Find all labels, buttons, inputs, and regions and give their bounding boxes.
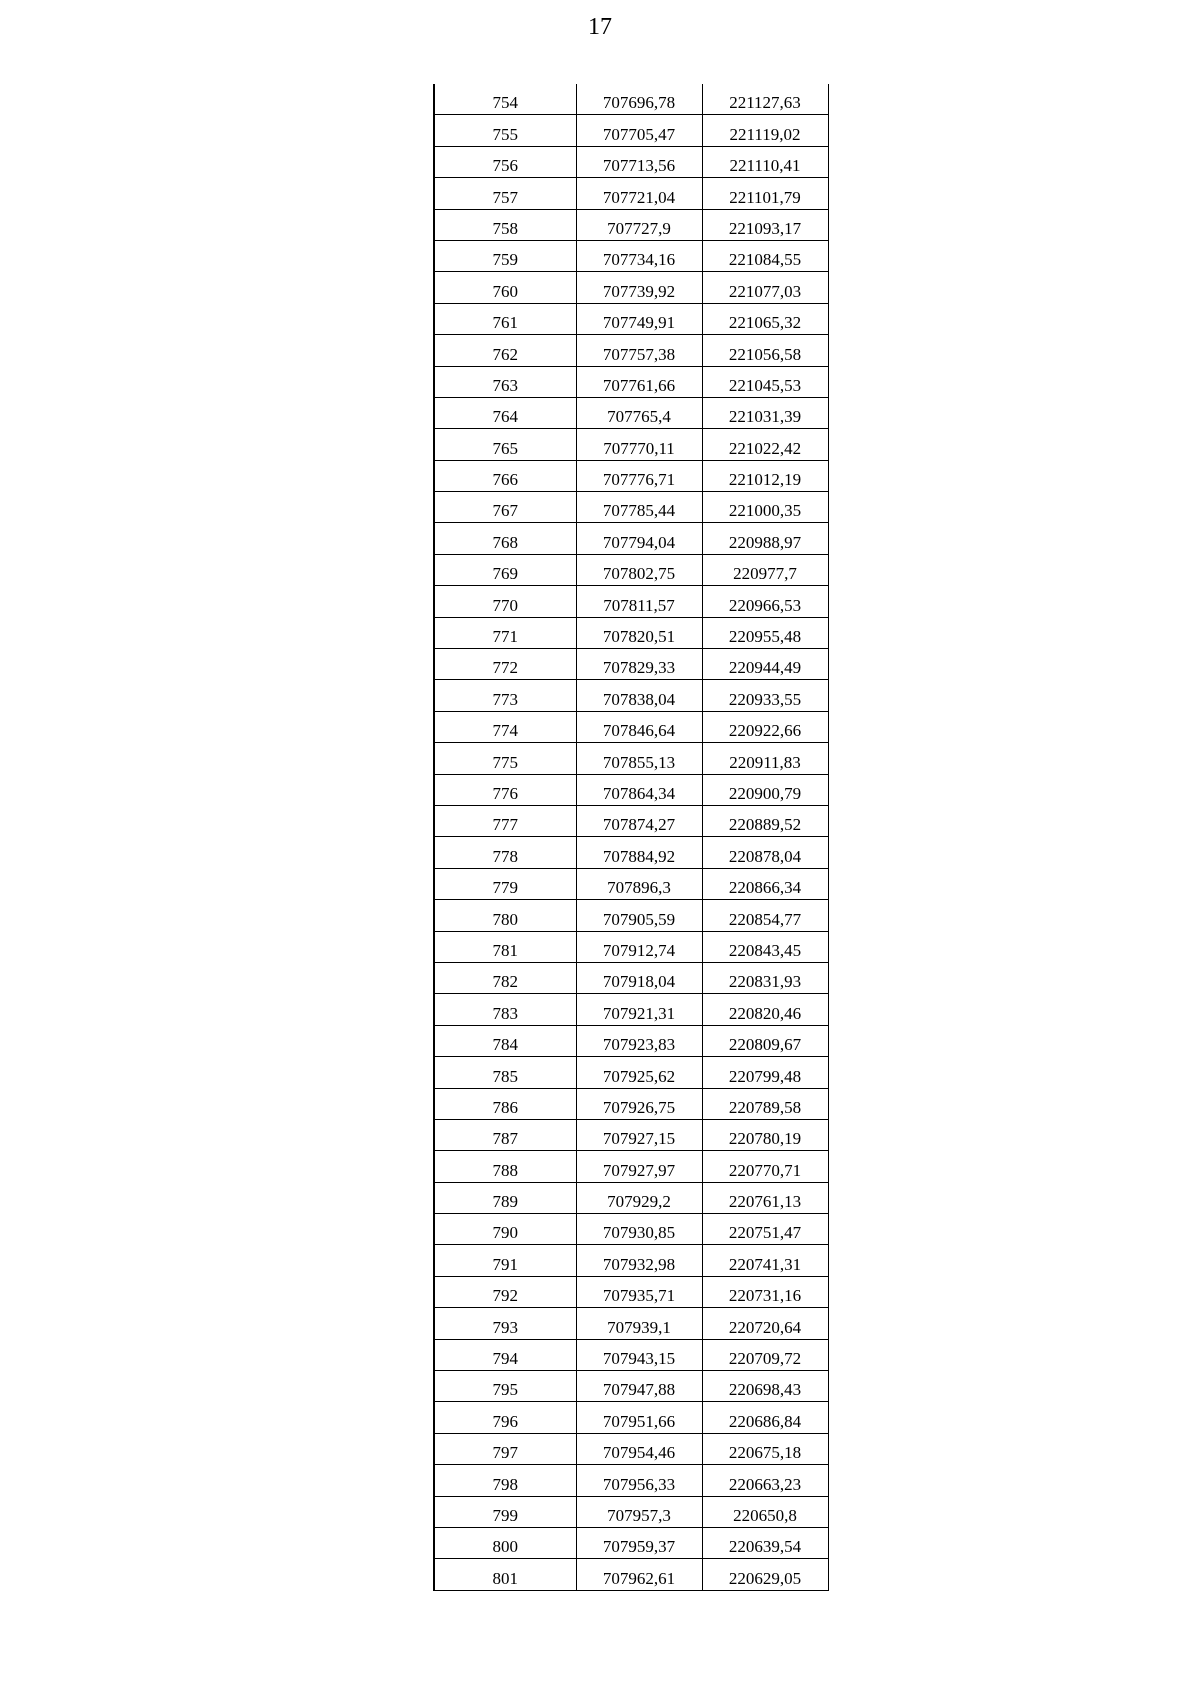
y-coordinate-cell: 220889,52 [702, 805, 828, 836]
point-number-cell: 768 [434, 523, 576, 554]
x-coordinate-cell: 707932,98 [576, 1245, 702, 1276]
point-number-cell: 782 [434, 962, 576, 993]
point-number-cell: 793 [434, 1308, 576, 1339]
y-coordinate-cell: 220799,48 [702, 1057, 828, 1088]
y-coordinate-cell: 220944,49 [702, 649, 828, 680]
y-coordinate-cell: 220709,72 [702, 1339, 828, 1370]
table-row [434, 680, 828, 711]
table-row [434, 178, 828, 209]
point-number-cell: 790 [434, 1214, 576, 1245]
coordinates-table [433, 84, 829, 1591]
point-number-cell: 758 [434, 209, 576, 240]
x-coordinate-cell: 707927,97 [576, 1151, 702, 1182]
table-row [434, 711, 828, 742]
y-coordinate-cell: 220831,93 [702, 962, 828, 993]
y-coordinate-cell: 220866,34 [702, 868, 828, 899]
x-coordinate-cell: 707721,04 [576, 178, 702, 209]
point-number-cell: 774 [434, 711, 576, 742]
table-row [434, 1088, 828, 1119]
x-coordinate-cell: 707846,64 [576, 711, 702, 742]
point-number-cell: 791 [434, 1245, 576, 1276]
y-coordinate-cell: 220698,43 [702, 1371, 828, 1402]
x-coordinate-cell: 707923,83 [576, 1025, 702, 1056]
x-coordinate-cell: 707939,1 [576, 1308, 702, 1339]
table-row [434, 146, 828, 177]
point-number-cell: 783 [434, 994, 576, 1025]
point-number-cell: 776 [434, 774, 576, 805]
x-coordinate-cell: 707794,04 [576, 523, 702, 554]
y-coordinate-cell: 220911,83 [702, 743, 828, 774]
x-coordinate-cell: 707884,92 [576, 837, 702, 868]
x-coordinate-cell: 707696,78 [576, 84, 702, 115]
y-coordinate-cell: 220977,7 [702, 554, 828, 585]
point-number-cell: 777 [434, 805, 576, 836]
y-coordinate-cell: 221101,79 [702, 178, 828, 209]
x-coordinate-cell: 707864,34 [576, 774, 702, 805]
point-number-cell: 765 [434, 429, 576, 460]
y-coordinate-cell: 221077,03 [702, 272, 828, 303]
x-coordinate-cell: 707734,16 [576, 240, 702, 271]
x-coordinate-cell: 707896,3 [576, 868, 702, 899]
table-row [434, 523, 828, 554]
y-coordinate-cell: 220663,23 [702, 1465, 828, 1496]
point-number-cell: 766 [434, 460, 576, 491]
point-number-cell: 800 [434, 1527, 576, 1558]
y-coordinate-cell: 221012,19 [702, 460, 828, 491]
y-coordinate-cell: 220770,71 [702, 1151, 828, 1182]
table-row [434, 617, 828, 648]
point-number-cell: 773 [434, 680, 576, 711]
y-coordinate-cell: 221045,53 [702, 366, 828, 397]
table-row [434, 1245, 828, 1276]
y-coordinate-cell: 220809,67 [702, 1025, 828, 1056]
table-row [434, 460, 828, 491]
point-number-cell: 798 [434, 1465, 576, 1496]
table-row [434, 366, 828, 397]
point-number-cell: 769 [434, 554, 576, 585]
y-coordinate-cell: 220922,66 [702, 711, 828, 742]
table-row [434, 649, 828, 680]
table-row [434, 1496, 828, 1527]
table-row [434, 1276, 828, 1307]
x-coordinate-cell: 707713,56 [576, 146, 702, 177]
x-coordinate-cell: 707838,04 [576, 680, 702, 711]
y-coordinate-cell: 220686,84 [702, 1402, 828, 1433]
x-coordinate-cell: 707739,92 [576, 272, 702, 303]
y-coordinate-cell: 220854,77 [702, 900, 828, 931]
x-coordinate-cell: 707829,33 [576, 649, 702, 680]
y-coordinate-cell: 221065,32 [702, 303, 828, 334]
point-number-cell: 794 [434, 1339, 576, 1370]
x-coordinate-cell: 707855,13 [576, 743, 702, 774]
table-row [434, 492, 828, 523]
table-row [434, 868, 828, 899]
point-number-cell: 763 [434, 366, 576, 397]
y-coordinate-cell: 220731,16 [702, 1276, 828, 1307]
point-number-cell: 788 [434, 1151, 576, 1182]
point-number-cell: 799 [434, 1496, 576, 1527]
x-coordinate-cell: 707943,15 [576, 1339, 702, 1370]
point-number-cell: 801 [434, 1559, 576, 1590]
table-row [434, 1465, 828, 1496]
table-row [434, 1214, 828, 1245]
x-coordinate-cell: 707776,71 [576, 460, 702, 491]
x-coordinate-cell: 707918,04 [576, 962, 702, 993]
table-row [434, 209, 828, 240]
point-number-cell: 796 [434, 1402, 576, 1433]
x-coordinate-cell: 707757,38 [576, 335, 702, 366]
table-row [434, 429, 828, 460]
x-coordinate-cell: 707926,75 [576, 1088, 702, 1119]
table-row [434, 397, 828, 428]
y-coordinate-cell: 221000,35 [702, 492, 828, 523]
table-row [434, 774, 828, 805]
y-coordinate-cell: 220933,55 [702, 680, 828, 711]
table-row [434, 994, 828, 1025]
y-coordinate-cell: 220650,8 [702, 1496, 828, 1527]
y-coordinate-cell: 221119,02 [702, 115, 828, 146]
x-coordinate-cell: 707930,85 [576, 1214, 702, 1245]
point-number-cell: 767 [434, 492, 576, 523]
table-row [434, 1339, 828, 1370]
x-coordinate-cell: 707770,11 [576, 429, 702, 460]
x-coordinate-cell: 707912,74 [576, 931, 702, 962]
y-coordinate-cell: 220720,64 [702, 1308, 828, 1339]
table-row [434, 743, 828, 774]
table-row [434, 931, 828, 962]
y-coordinate-cell: 220955,48 [702, 617, 828, 648]
point-number-cell: 789 [434, 1182, 576, 1213]
x-coordinate-cell: 707765,4 [576, 397, 702, 428]
point-number-cell: 786 [434, 1088, 576, 1119]
point-number-cell: 762 [434, 335, 576, 366]
y-coordinate-cell: 221110,41 [702, 146, 828, 177]
x-coordinate-cell: 707962,61 [576, 1559, 702, 1590]
point-number-cell: 770 [434, 586, 576, 617]
point-number-cell: 779 [434, 868, 576, 899]
x-coordinate-cell: 707951,66 [576, 1402, 702, 1433]
table-row [434, 962, 828, 993]
x-coordinate-cell: 707749,91 [576, 303, 702, 334]
x-coordinate-cell: 707929,2 [576, 1182, 702, 1213]
y-coordinate-cell: 220988,97 [702, 523, 828, 554]
table-row [434, 240, 828, 271]
x-coordinate-cell: 707905,59 [576, 900, 702, 931]
y-coordinate-cell: 220820,46 [702, 994, 828, 1025]
table-row [434, 1025, 828, 1056]
y-coordinate-cell: 221093,17 [702, 209, 828, 240]
table-row [434, 303, 828, 334]
table-row [434, 554, 828, 585]
table-row [434, 1527, 828, 1558]
point-number-cell: 787 [434, 1119, 576, 1150]
point-number-cell: 772 [434, 649, 576, 680]
table-row [434, 1119, 828, 1150]
y-coordinate-cell: 220900,79 [702, 774, 828, 805]
table-row [434, 1308, 828, 1339]
y-coordinate-cell: 221031,39 [702, 397, 828, 428]
y-coordinate-cell: 220878,04 [702, 837, 828, 868]
x-coordinate-cell: 707802,75 [576, 554, 702, 585]
table-row [434, 115, 828, 146]
y-coordinate-cell: 221127,63 [702, 84, 828, 115]
x-coordinate-cell: 707925,62 [576, 1057, 702, 1088]
x-coordinate-cell: 707957,3 [576, 1496, 702, 1527]
table-row [434, 335, 828, 366]
x-coordinate-cell: 707874,27 [576, 805, 702, 836]
table-row [434, 586, 828, 617]
x-coordinate-cell: 707761,66 [576, 366, 702, 397]
x-coordinate-cell: 707959,37 [576, 1527, 702, 1558]
table-row [434, 1402, 828, 1433]
table-row [434, 1057, 828, 1088]
y-coordinate-cell: 220751,47 [702, 1214, 828, 1245]
y-coordinate-cell: 220789,58 [702, 1088, 828, 1119]
table-row [434, 1151, 828, 1182]
point-number-cell: 775 [434, 743, 576, 774]
point-number-cell: 780 [434, 900, 576, 931]
x-coordinate-cell: 707811,57 [576, 586, 702, 617]
table-row [434, 84, 828, 115]
point-number-cell: 784 [434, 1025, 576, 1056]
coordinates-table-body [434, 84, 828, 1590]
y-coordinate-cell: 221056,58 [702, 335, 828, 366]
x-coordinate-cell: 707956,33 [576, 1465, 702, 1496]
y-coordinate-cell: 220741,31 [702, 1245, 828, 1276]
table-row [434, 900, 828, 931]
y-coordinate-cell: 220843,45 [702, 931, 828, 962]
table-row [434, 805, 828, 836]
point-number-cell: 759 [434, 240, 576, 271]
point-number-cell: 755 [434, 115, 576, 146]
x-coordinate-cell: 707820,51 [576, 617, 702, 648]
point-number-cell: 792 [434, 1276, 576, 1307]
table-row [434, 1371, 828, 1402]
x-coordinate-cell: 707947,88 [576, 1371, 702, 1402]
point-number-cell: 757 [434, 178, 576, 209]
y-coordinate-cell: 220639,54 [702, 1527, 828, 1558]
y-coordinate-cell: 220629,05 [702, 1559, 828, 1590]
point-number-cell: 754 [434, 84, 576, 115]
x-coordinate-cell: 707927,15 [576, 1119, 702, 1150]
y-coordinate-cell: 220675,18 [702, 1433, 828, 1464]
table-row [434, 837, 828, 868]
point-number-cell: 785 [434, 1057, 576, 1088]
point-number-cell: 795 [434, 1371, 576, 1402]
point-number-cell: 771 [434, 617, 576, 648]
page-number: 17 [588, 14, 612, 40]
table-row [434, 1182, 828, 1213]
x-coordinate-cell: 707954,46 [576, 1433, 702, 1464]
x-coordinate-cell: 707921,31 [576, 994, 702, 1025]
point-number-cell: 756 [434, 146, 576, 177]
table-row [434, 1433, 828, 1464]
y-coordinate-cell: 220780,19 [702, 1119, 828, 1150]
y-coordinate-cell: 221022,42 [702, 429, 828, 460]
point-number-cell: 764 [434, 397, 576, 428]
point-number-cell: 761 [434, 303, 576, 334]
x-coordinate-cell: 707727,9 [576, 209, 702, 240]
y-coordinate-cell: 221084,55 [702, 240, 828, 271]
point-number-cell: 760 [434, 272, 576, 303]
point-number-cell: 781 [434, 931, 576, 962]
y-coordinate-cell: 220966,53 [702, 586, 828, 617]
point-number-cell: 778 [434, 837, 576, 868]
y-coordinate-cell: 220761,13 [702, 1182, 828, 1213]
point-number-cell: 797 [434, 1433, 576, 1464]
x-coordinate-cell: 707935,71 [576, 1276, 702, 1307]
table-row [434, 1559, 828, 1590]
table-row [434, 272, 828, 303]
x-coordinate-cell: 707785,44 [576, 492, 702, 523]
x-coordinate-cell: 707705,47 [576, 115, 702, 146]
